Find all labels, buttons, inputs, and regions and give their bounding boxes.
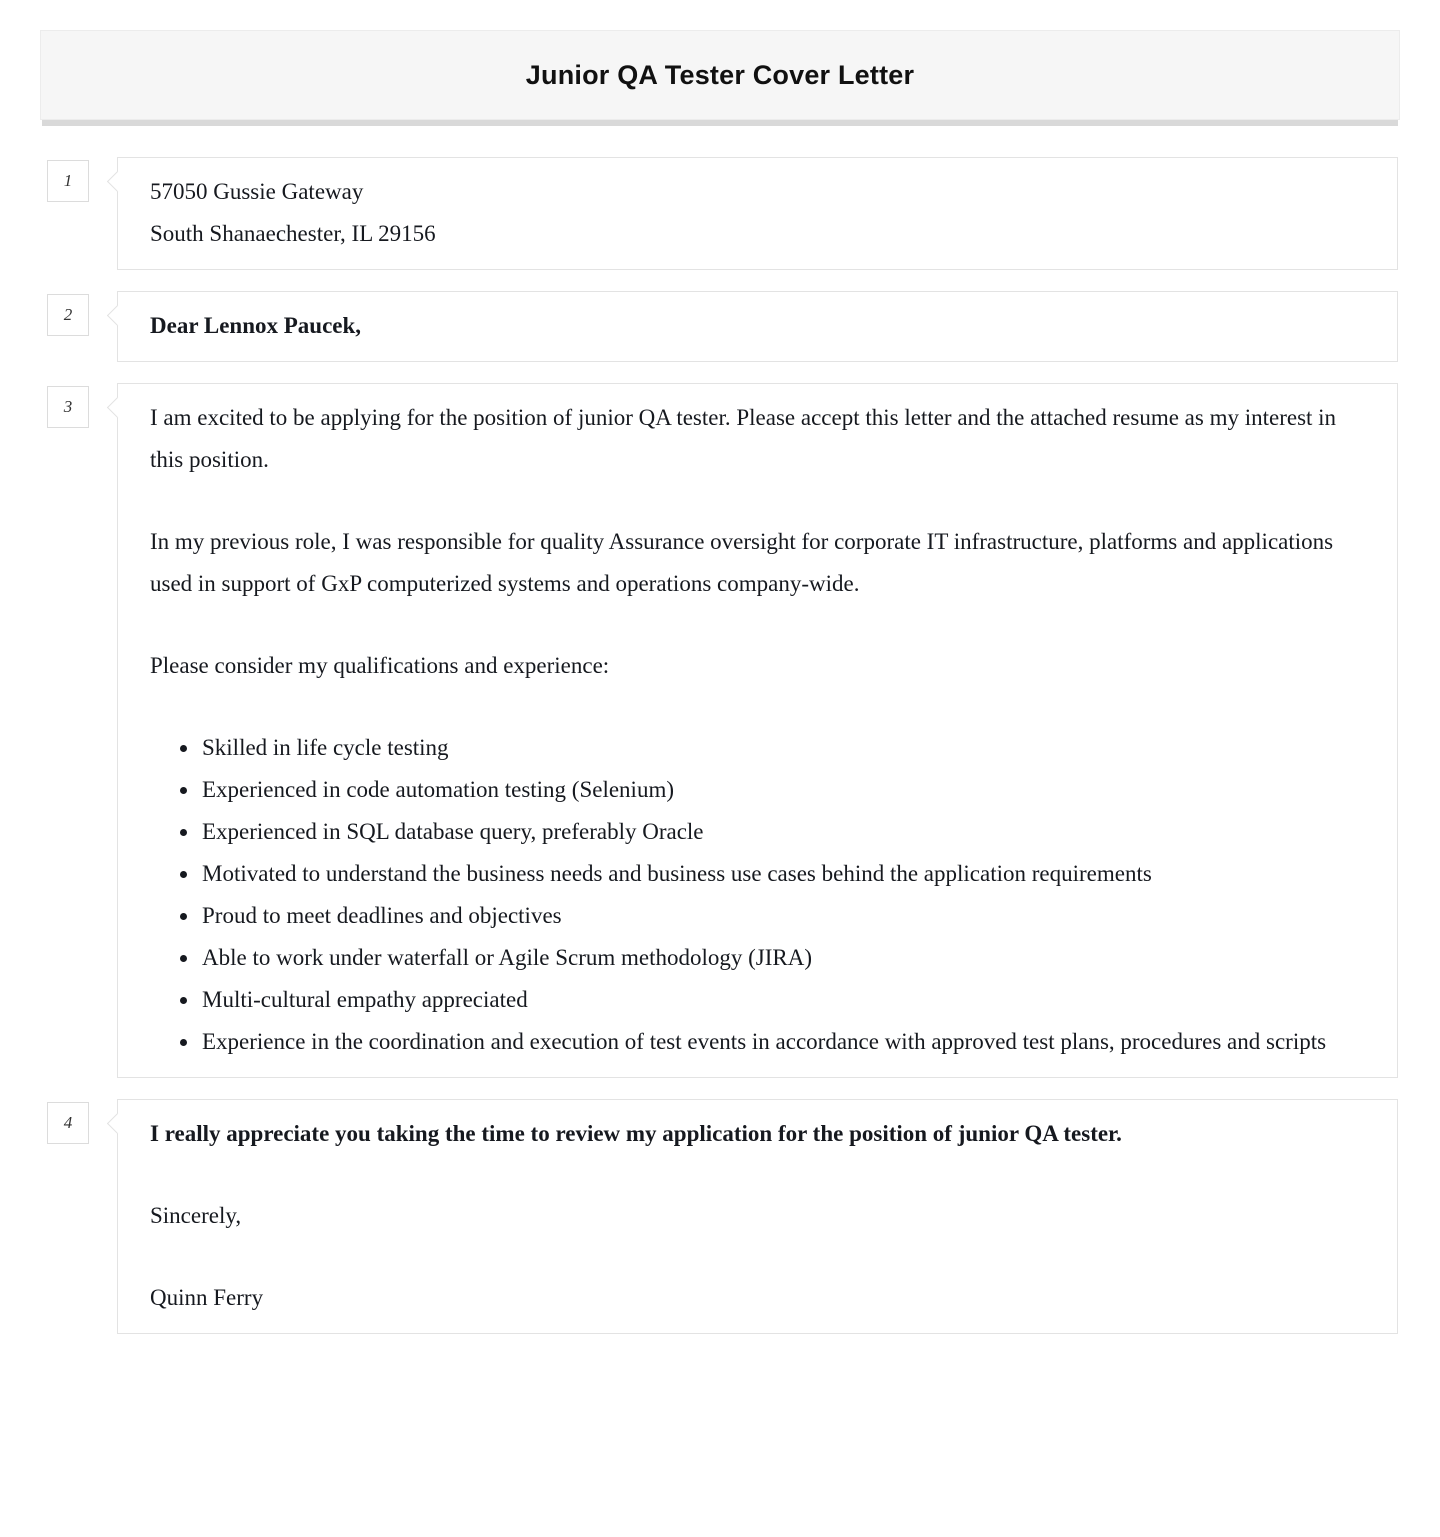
address-line-1: 57050 Gussie Gateway	[150, 179, 364, 204]
section-number-label: 2	[63, 305, 73, 324]
salutation-block	[117, 291, 1398, 362]
section-closing	[63, 1099, 1398, 1334]
body-paragraph-3: Please consider my qualifications and experience:	[150, 653, 610, 678]
address-line-2: South Shanaechester, IL 29156	[150, 221, 436, 246]
callout-pointer	[107, 397, 128, 418]
section-number-label: 4	[63, 1113, 73, 1132]
address-block	[117, 157, 1398, 270]
section-address	[63, 157, 1398, 270]
section-number-label: 1	[63, 171, 73, 190]
callout-pointer	[107, 171, 128, 192]
section-body	[63, 383, 1398, 1078]
closing-block	[117, 1099, 1398, 1334]
section-number-badge-3	[47, 386, 89, 428]
page-header	[40, 30, 1400, 120]
qualification-item: • Skilled in life cycle testing	[200, 727, 1365, 769]
callout-pointer	[107, 305, 128, 326]
section-number-label: 3	[63, 397, 73, 416]
qualification-item: • Proud to meet deadlines and objectives	[200, 895, 1365, 937]
letter-sections	[40, 157, 1398, 1355]
signoff: Sincerely,	[150, 1203, 242, 1228]
section-number-badge-2	[47, 294, 89, 336]
section-number-badge-4	[47, 1102, 89, 1144]
qualification-item: • Motivated to understand the business needs and business use cases behind the application requirements	[200, 853, 1365, 895]
salutation-text: Dear Lennox Paucek,	[150, 313, 362, 338]
qualifications-list	[150, 727, 1365, 1063]
qualification-item: • Able to work under waterfall or Agile Scrum methodology (JIRA)	[200, 937, 1365, 979]
qualification-item: • Experience in the coordination and execution of test events in accordance with approved test plans, procedures and scripts	[200, 1021, 1365, 1063]
body-paragraph-2: In my previous role, I was responsible for quality Assurance oversight for corporate IT infrastructure, platforms and applications used in support of GxP computerized systems and operations company-wide.	[150, 529, 1334, 596]
qualification-item: • Experienced in code automation testing (Selenium)	[200, 769, 1365, 811]
qualification-item: • Experienced in SQL database query, preferably Oracle	[200, 811, 1365, 853]
closing-appreciation: I really appreciate you taking the time to review my application for the position of junior QA tester.	[150, 1121, 1122, 1146]
body-block	[117, 383, 1398, 1078]
signature-name: Quinn Ferry	[150, 1285, 264, 1310]
section-salutation	[63, 291, 1398, 362]
section-number-badge-1	[47, 160, 89, 202]
body-paragraph-1: I am excited to be applying for the position of junior QA tester. Please accept this letter and the attached resume as my interest in this position.	[150, 405, 1337, 472]
qualification-item: • Multi-cultural empathy appreciated	[200, 979, 1365, 1021]
callout-pointer	[107, 1113, 128, 1134]
page-title: Junior QA Tester Cover Letter	[525, 59, 915, 90]
